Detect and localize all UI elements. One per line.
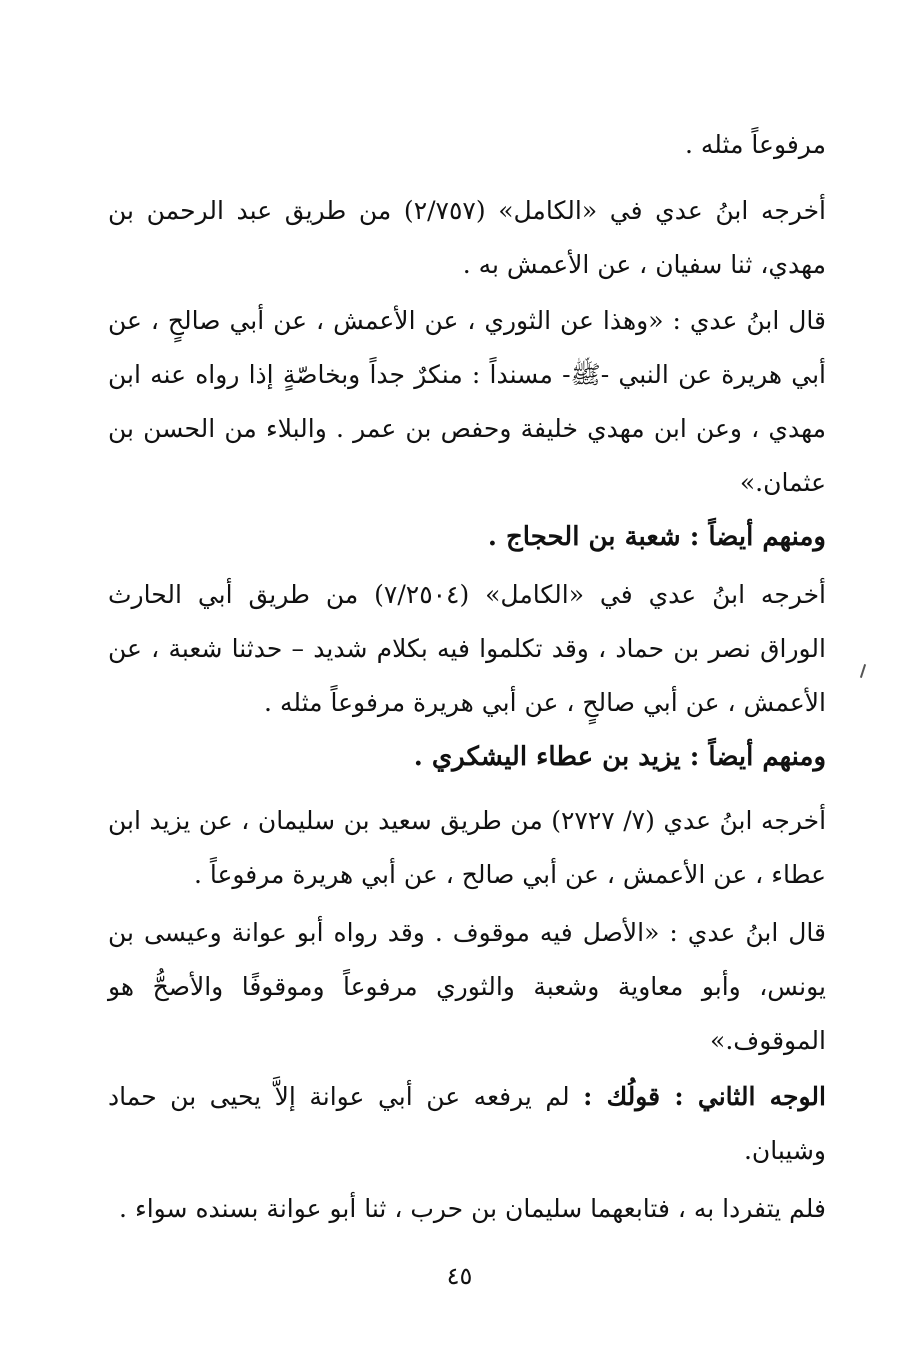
heading-yazid: ومنهم أيضاً : يزيد بن عطاء اليشكري . bbox=[413, 742, 826, 772]
paragraph-quote-ibn-adi-1: قال ابنُ عدي : «وهذا عن الثوري ، عن الأعمش ، عن أبي صالحٍ ، عن أبي هريرة عن النبي -ﷺ- مسنداً : منكرٌ جداً وبخاصّةٍ إذا رواه عنه ابن مهدي ، وعن ابن مهدي خليفة وحفص بن عمر . والبلاء من الحسن بن عثمان.» bbox=[108, 306, 826, 497]
heading-shuba: ومنهم أيضاً : شعبة بن الحجاج . bbox=[487, 522, 826, 552]
second-aspect-lead: الوجه الثاني : قولُك : bbox=[583, 1082, 826, 1111]
second-aspect-rest: لم يرفعه عن أبي عوانة إلاَّ يحيى بن حماد وشيبان. bbox=[108, 1082, 826, 1165]
paragraph-conclusion: فلم يتفردا به ، فتابعهما سليمان بن حرب ، ثنا أبو عوانة بسنده سواء . bbox=[119, 1194, 826, 1223]
scan-mark bbox=[860, 664, 866, 678]
paragraph-second-aspect bbox=[108, 1070, 826, 1178]
paragraph-continuation: مرفوعاً مثله . bbox=[684, 130, 826, 159]
page-number: ٤٥ bbox=[446, 1262, 473, 1290]
paragraph-takhrij-2: أخرجه ابنُ عدي في «الكامل» (٧/٢٥٠٤) من طريق أبي الحارث الوراق نصر بن حماد ، وقد تكلموا فيه بكلام شديد – حدثنا شعبة ، عن الأعمش ، عن أبي صالحٍ ، عن أبي هريرة مرفوعاً مثله . bbox=[108, 580, 826, 717]
paragraph-takhrij-1: أخرجه ابنُ عدي في «الكامل» (٢/٧٥٧) من طريق عبد الرحمن بن مهدي، ثنا سفيان ، عن الأعمش به . bbox=[108, 196, 826, 279]
paragraph-takhrij-3: أخرجه ابنُ عدي (٧/ ٢٧٢٧) من طريق سعيد بن سليمان ، عن يزيد ابن عطاء ، عن الأعمش ، عن أبي صالح ، عن أبي هريرة مرفوعاً . bbox=[108, 806, 827, 889]
paragraph-quote-ibn-adi-2: قال ابنُ عدي : «الأصل فيه موقوف . وقد رواه أبو عوانة وعيسى بن يونس، وأبو معاوية وشعبة والثوري مرفوعاً وموقوفًا والأصحُّ هو الموقوف.» bbox=[108, 918, 826, 1055]
